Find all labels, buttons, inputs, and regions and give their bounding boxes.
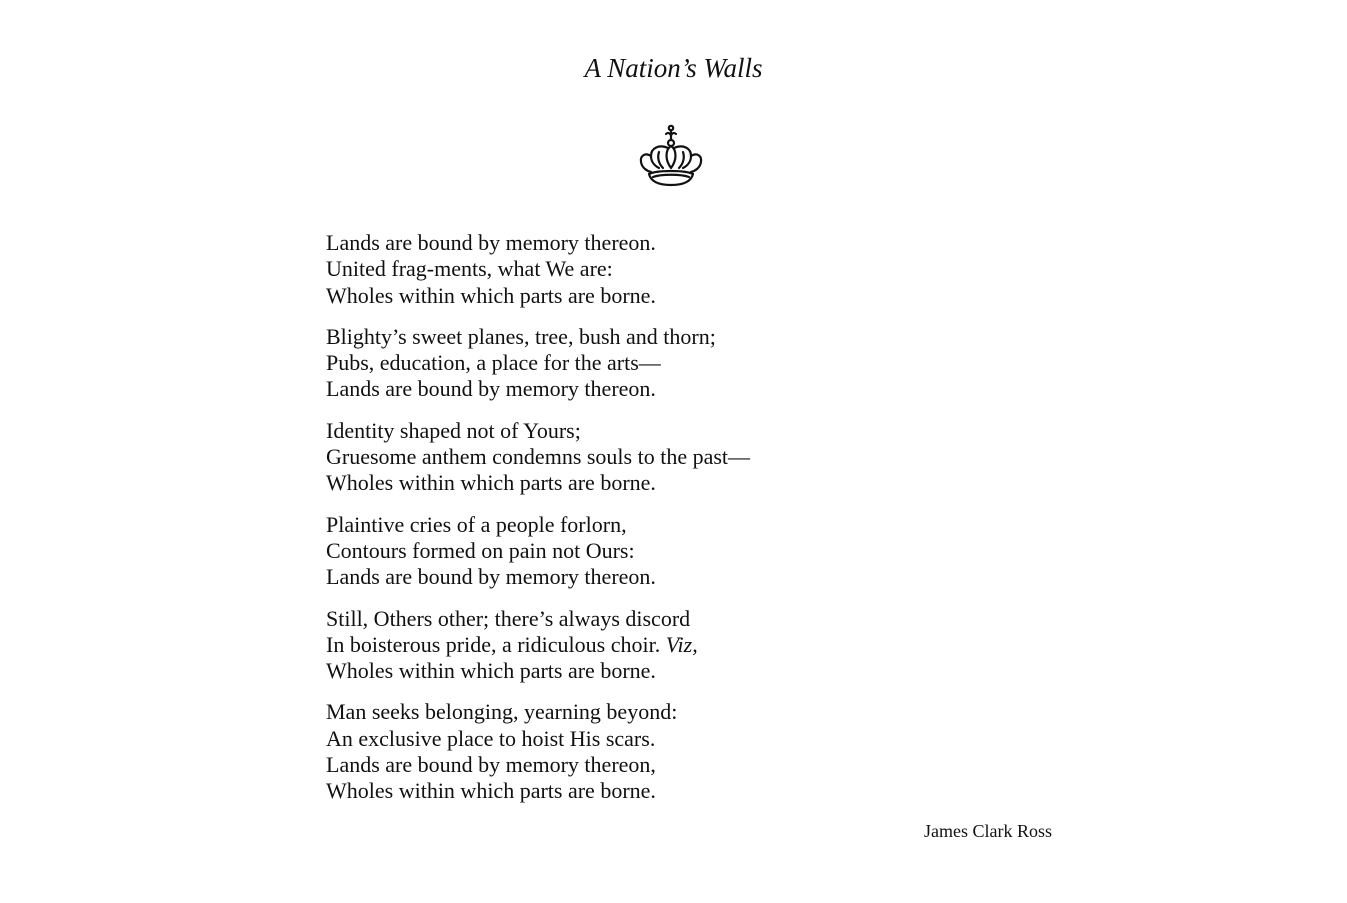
poem-line: Identity shaped not of Yours; xyxy=(326,417,581,443)
poem-line: Gruesome anthem condemns souls to the past— xyxy=(326,444,751,470)
crown-icon xyxy=(637,124,705,188)
poem-line: Wholes within which parts are borne. xyxy=(326,658,656,684)
stanza-4 xyxy=(326,512,1026,591)
stanza-6 xyxy=(326,699,1026,804)
poem-line: Lands are bound by memory thereon. xyxy=(326,564,656,590)
poem-line: Pubs, education, a place for the arts— xyxy=(326,350,661,376)
poem-line xyxy=(326,632,1026,658)
stanza-5 xyxy=(326,606,1026,685)
poem-line: United frag-ments, what We are: xyxy=(326,256,613,282)
poem-line: Lands are bound by memory thereon, xyxy=(326,752,656,778)
poem-line: Wholes within which parts are borne. xyxy=(326,778,656,804)
poem-line: Contours formed on pain not Ours: xyxy=(326,537,635,563)
poem-line-text: In boisterous pride, a ridiculous choir. xyxy=(326,631,661,657)
poem-line: Plaintive cries of a people forlorn, xyxy=(326,511,627,537)
stanza-2 xyxy=(326,324,1026,403)
italic-word: Viz, xyxy=(665,631,698,657)
stanza-3 xyxy=(326,418,1026,497)
poem-body xyxy=(326,230,1026,820)
poem-line: Wholes within which parts are borne. xyxy=(326,470,656,496)
poem-title: A Nation’s Walls xyxy=(584,53,763,83)
poem-line: Man seeks belonging, yearning beyond: xyxy=(326,699,678,725)
poem-line: Blighty’s sweet planes, tree, bush and thorn; xyxy=(326,323,716,349)
poem-line: Lands are bound by memory thereon. xyxy=(326,230,656,255)
poem-line: Wholes within which parts are borne. xyxy=(326,282,656,308)
stanza-1 xyxy=(326,230,1026,309)
poem-line: Still, Others other; there’s always discord xyxy=(326,605,691,631)
author-name: James Clark Ross xyxy=(924,821,1052,841)
poem-line: Lands are bound by memory thereon. xyxy=(326,376,656,402)
poem-line: An exclusive place to hoist His scars. xyxy=(326,725,656,751)
